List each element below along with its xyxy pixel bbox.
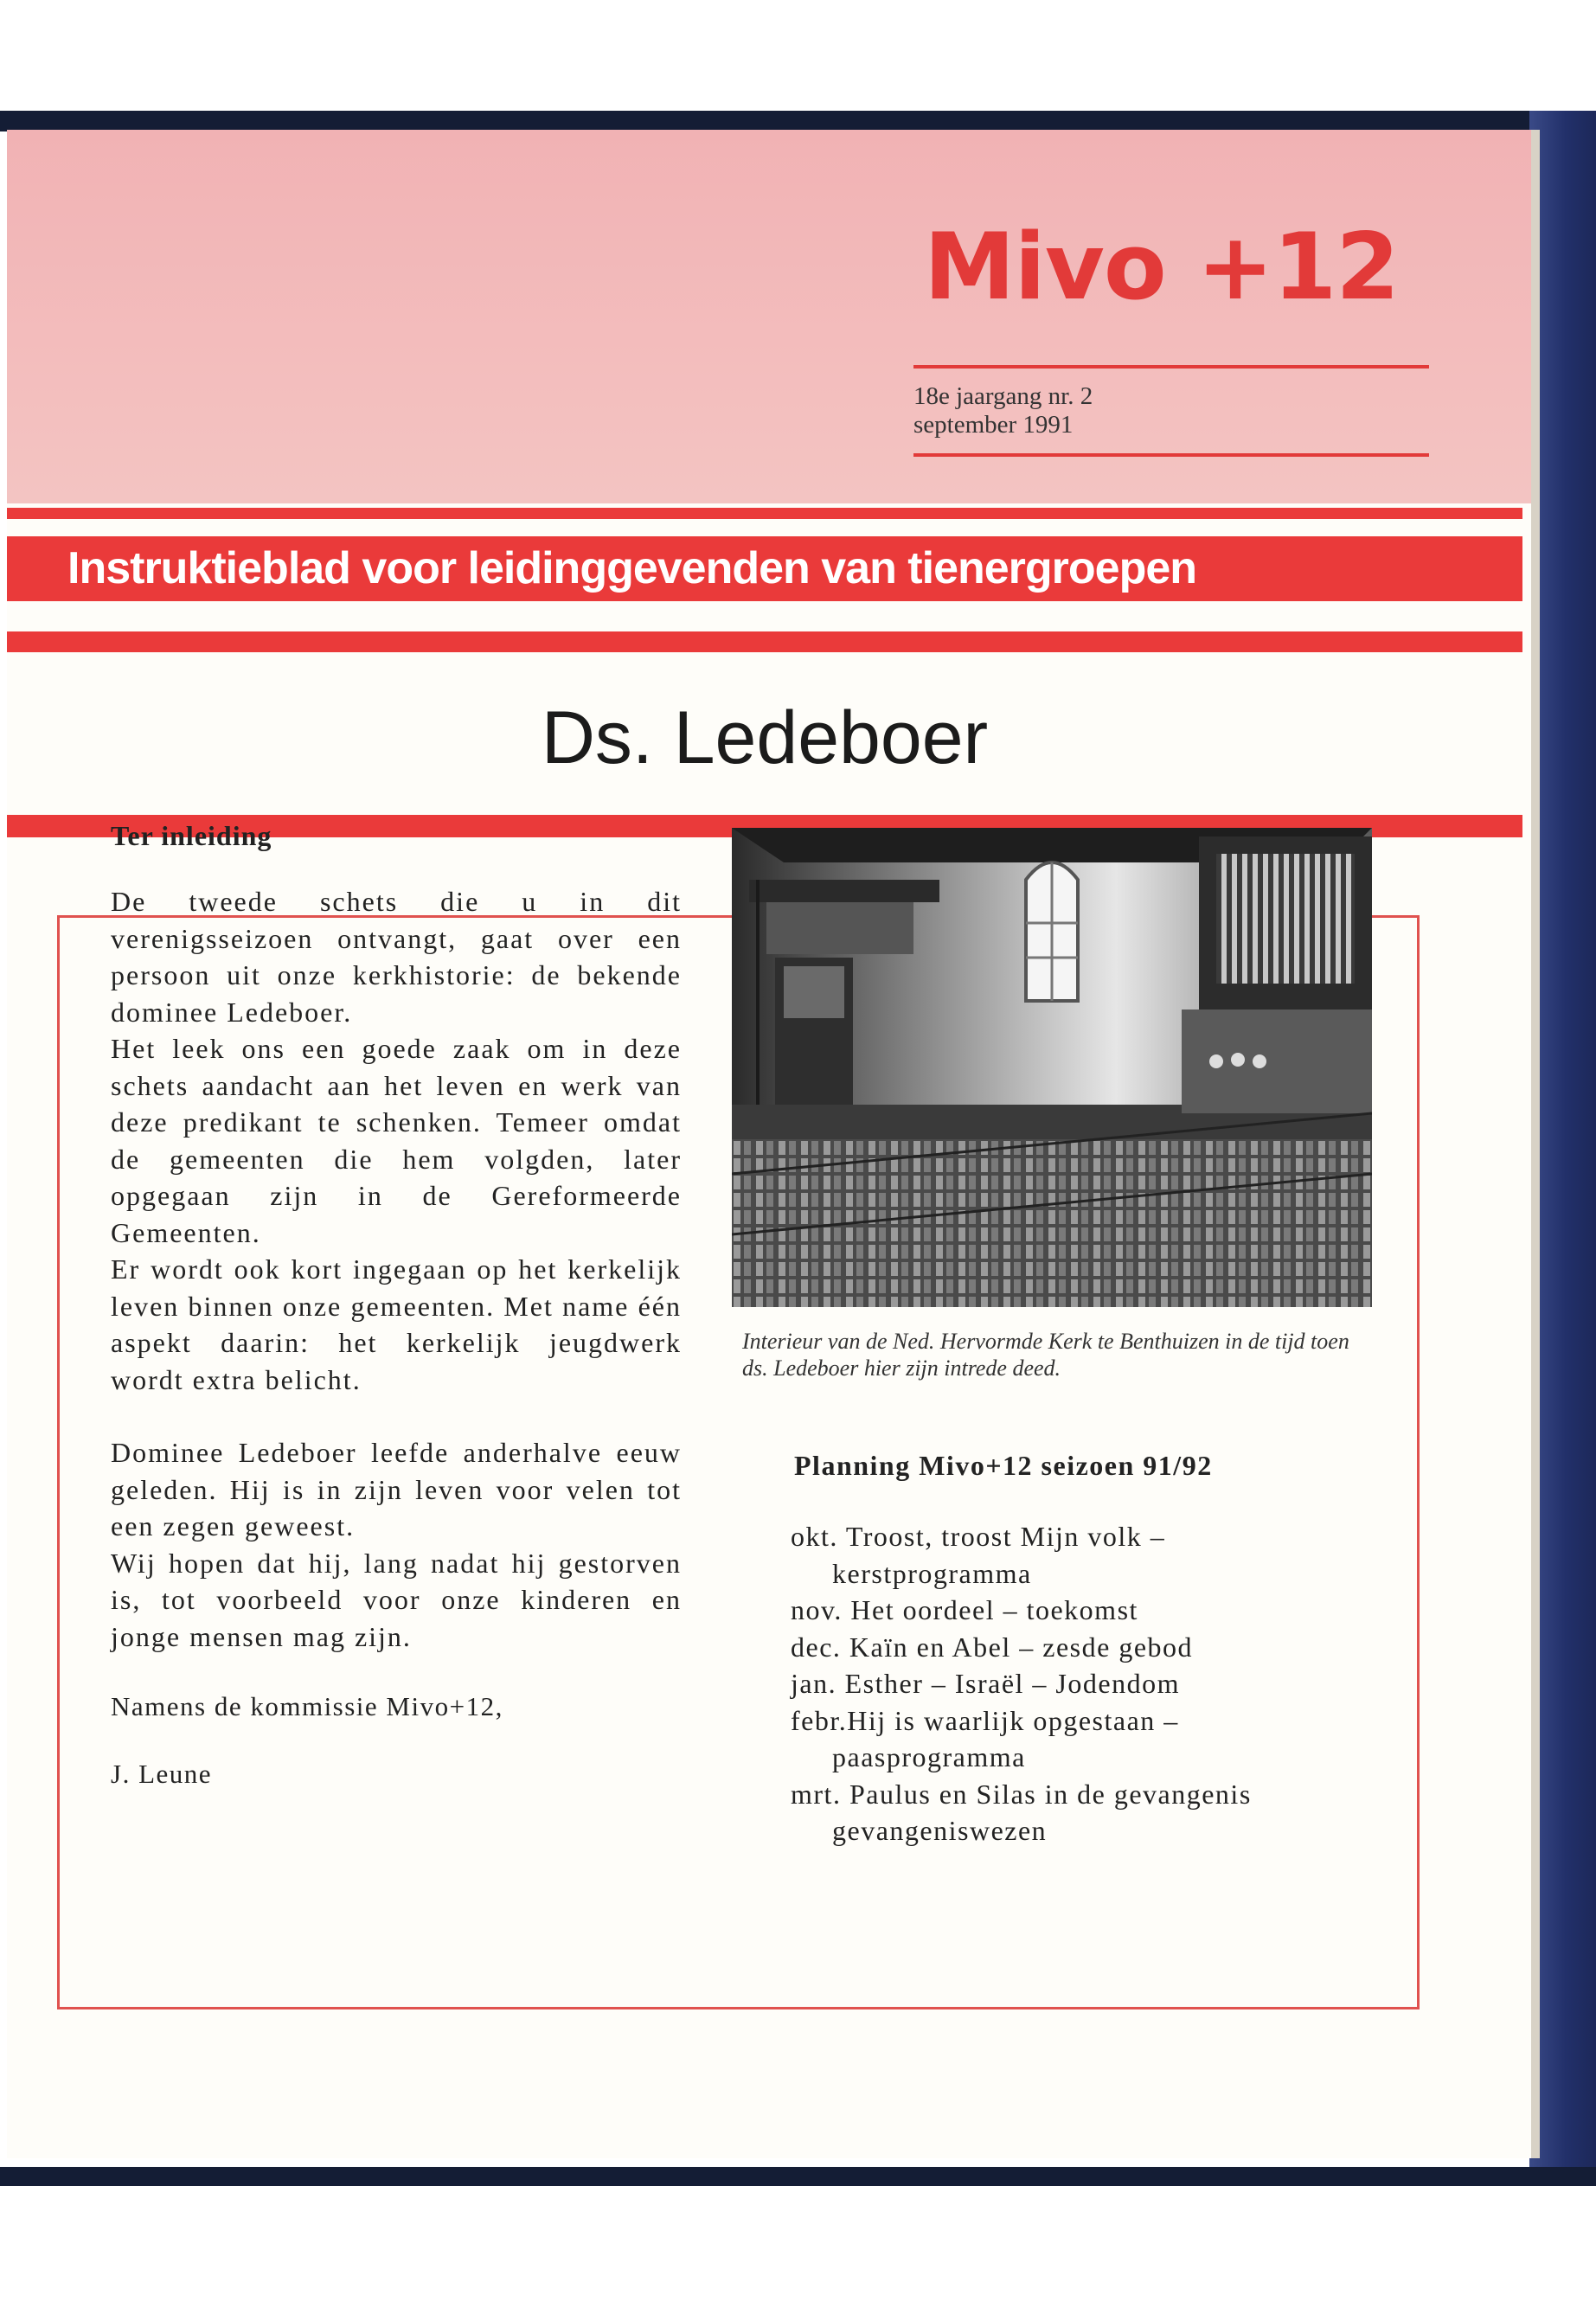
planning-line-cont: kerstprogramma — [832, 1557, 1032, 1589]
intro-paragraph: De tweede schets die u in dit verenigsseizoen ontvangt, gaat over een persoon uit onze kerkhistorie: de bekende dominee Ledeboer. — [111, 886, 682, 1028]
page-edge — [1531, 130, 1540, 2158]
planning-line: okt. Troost, troost Mijn volk – — [791, 1521, 1166, 1552]
issue-info — [913, 382, 1093, 439]
stripe-upper — [7, 508, 1522, 519]
list-item — [791, 1776, 1396, 1849]
list-item — [791, 1629, 1396, 1666]
planning-list — [791, 1518, 1396, 1849]
stripe-middle — [7, 631, 1522, 652]
author: J. Leune — [111, 1759, 213, 1789]
list-item — [791, 1518, 1396, 1592]
subtitle-banner: Instruktieblad voor leidinggevenden van tienergroepen — [7, 536, 1522, 601]
scan-top-border — [0, 111, 1596, 131]
page-title: Ds. Ledeboer — [541, 696, 989, 779]
planning-line: nov. Het oordeel – toekomst — [791, 1594, 1138, 1625]
planning-line-cont: gevangeniswezen — [832, 1815, 1048, 1846]
issue-number: 18e jaargang nr. 2 — [913, 382, 1093, 410]
issue-date: september 1991 — [913, 411, 1074, 439]
masthead-logo: Mivo +12 — [924, 214, 1399, 320]
intro-paragraph: Er wordt ook kort ingegaan op het kerkelijk leven binnen onze gemeenten. Met name één aspekt daarin: het kerkelijk jeugdwerk wordt extra belicht. — [111, 1253, 682, 1395]
intro-heading: Ter inleiding — [111, 820, 272, 851]
masthead-rule-top — [913, 365, 1429, 369]
intro-paragraph: Het leek ons een goede zaak om in deze schets aandacht aan het leven en werk van deze predikant te schenken. Temeer omdat de gemeenten die hem volgden, later opgegaan zijn in de Gereformeerde Gemeenten. — [111, 1033, 682, 1248]
planning-heading: Planning Mivo+12 seizoen 91/92 — [794, 1450, 1213, 1481]
list-item — [791, 1665, 1396, 1702]
masthead-rule-bottom — [913, 453, 1429, 457]
list-item — [791, 1702, 1396, 1776]
planning-line: febr.Hij is waarlijk opgestaan – — [791, 1704, 1179, 1736]
church-interior-photo — [732, 828, 1372, 1307]
planning-line: dec. Kaïn en Abel – zesde gebod — [791, 1631, 1194, 1663]
planning-line: jan. Esther – Israël – Jodendom — [791, 1668, 1180, 1699]
intro-paragraph: Dominee Ledeboer leefde anderhalve eeuw geleden. Hij is in zijn leven voor velen tot een zegen geweest. — [111, 1437, 682, 1541]
planning-line-cont: paasprogramma — [832, 1741, 1026, 1772]
scan-bottom-border — [0, 2167, 1596, 2186]
photo-caption: Interieur van de Ned. Hervormde Kerk te Benthuizen in de tijd toen ds. Ledeboer hier zijn intrede deed. — [742, 1329, 1349, 1381]
list-item — [791, 1592, 1396, 1629]
signoff: Namens de kommissie Mivo+12, — [111, 1691, 503, 1721]
intro-paragraph: Wij hopen dat hij, lang nadat hij gestorven is, tot voorbeeld voor onze kinderen en jonge mensen mag zijn. — [111, 1547, 682, 1652]
intro-section — [111, 820, 682, 1790]
planning-line: mrt. Paulus en Silas in de gevangenis — [791, 1778, 1252, 1810]
